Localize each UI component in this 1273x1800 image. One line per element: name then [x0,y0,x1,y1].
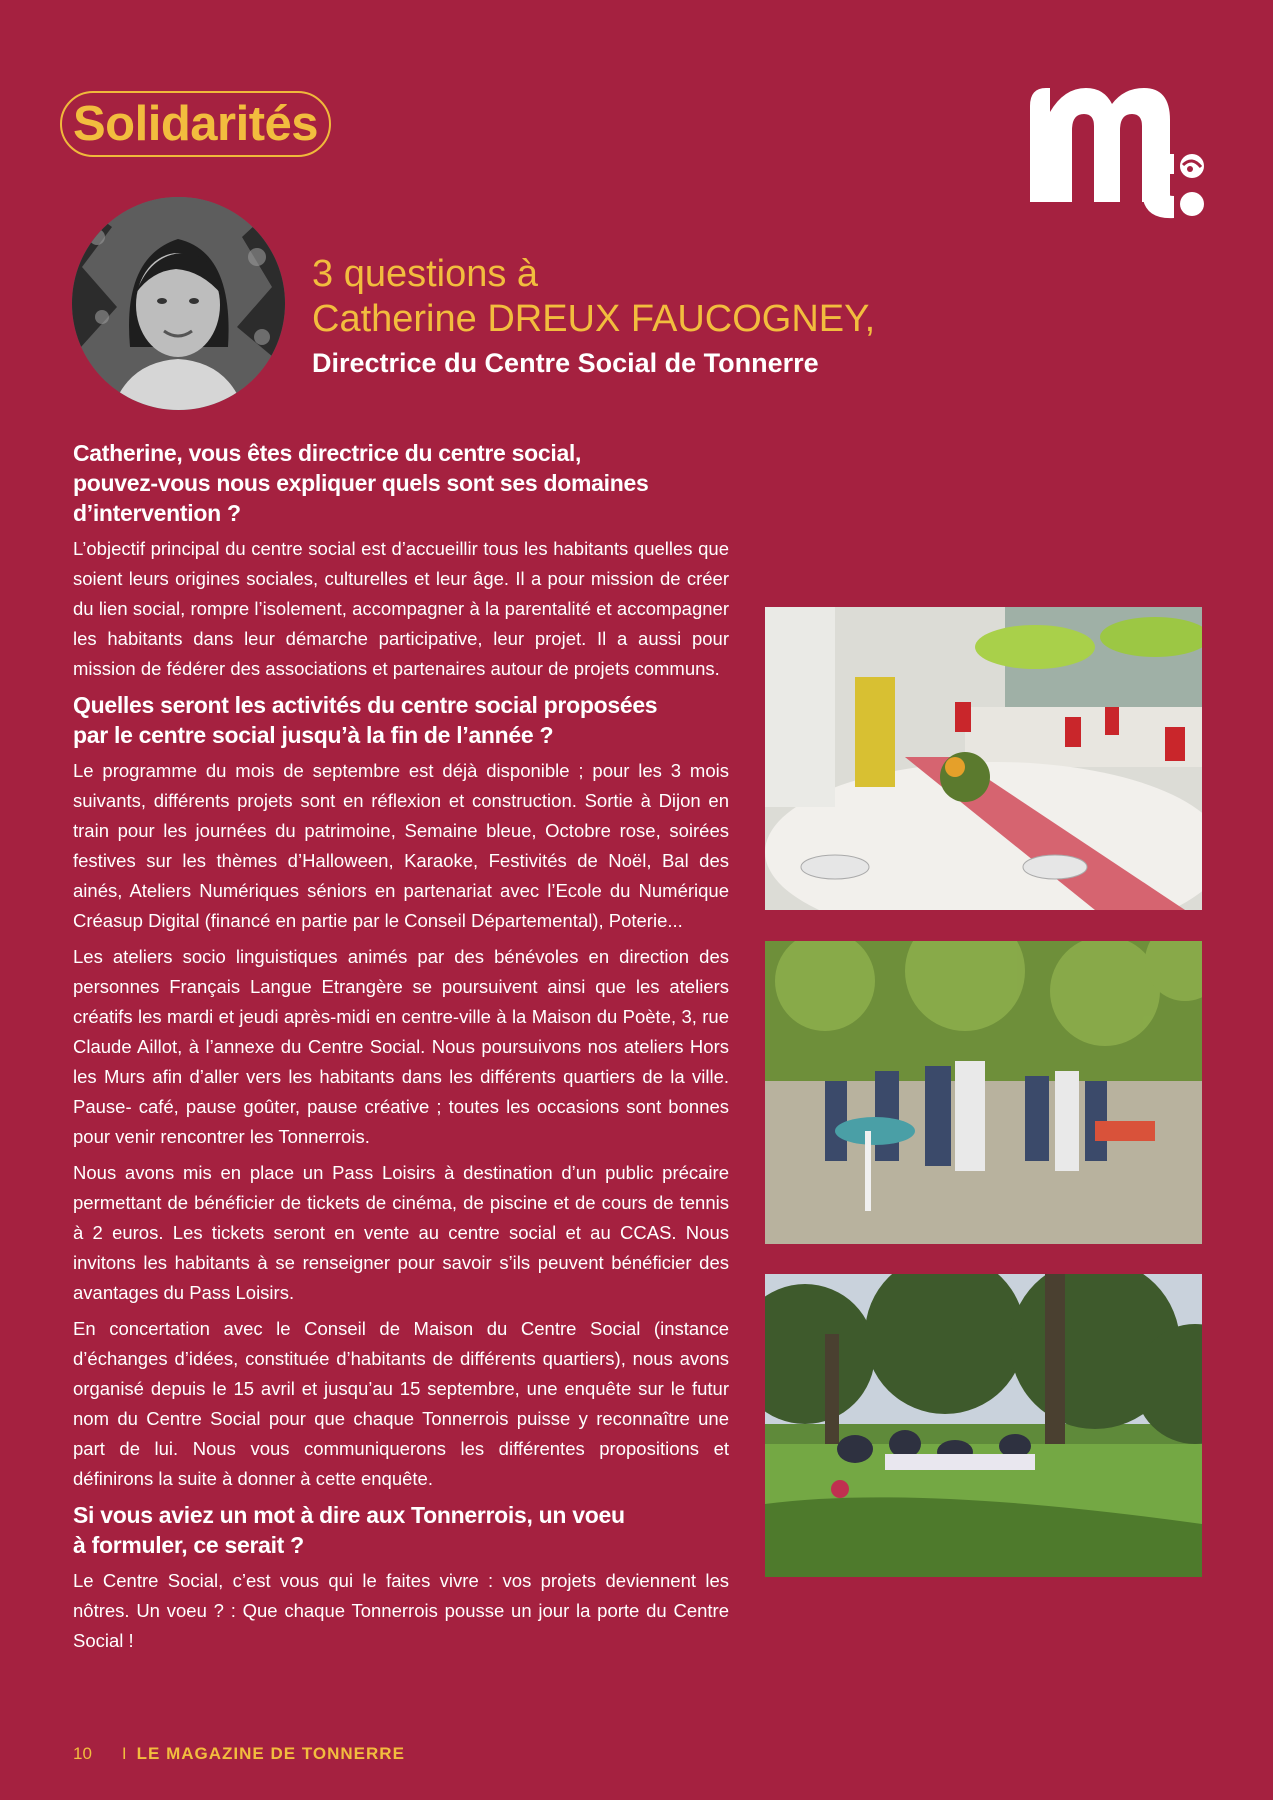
title-line-2: Catherine DREUX FAUCOGNEY, [312,298,876,340]
answer-2-paragraph-3: Nous avons mis en place un Pass Loisirs à destination d’un public précaire permettant de bénéficier de tickets de cinéma, de piscine et de cours de tennis à 2 euros. Les tickets seront en vente au centre social et au CCAS. Nous invitons les habitants à se renseigner pour savoir s’ils peuvent bénéficier des avantages du Pass Loisirs. [73,1162,729,1303]
question-1: Catherine, vous êtes directrice du centre social, pouvez-vous nous expliquer quels sont ses domaines d’intervention ? [73,440,649,526]
page-footer [73,1744,405,1764]
section-rubric: Solidarités [60,91,331,157]
answer-3: Le Centre Social, c’est vous qui le faites vivre : vos projets deviennent les nôtres. Un voeu ? : Que chaque Tonnerrois pousse un jour la porte du Centre Social ! [73,1570,729,1651]
portrait-photo [72,197,285,410]
mt-logo-icon [1024,70,1204,220]
question-2: Quelles seront les activités du centre social proposées par le centre social jusqu’à la fin de l’année ? [73,692,658,748]
answer-2-paragraph-2: Les ateliers socio linguistiques animés par des bénévoles en direction des personnes Français Langue Etrangère se poursuivent ainsi que les ateliers créatifs les mardi et jeudi après-midi en centre-ville à la Maison du Poète, 3, rue Claude Aillot, à l’annexe du Centre Social. Nous poursuivons nos ateliers Hors les Murs afin d’aller vers les habitants dans les différents quartiers de la ville. Pause- café, pause goûter, pause créative ; toutes les occasions sont bonnes pour venir rencontrer les Tonnerrois. [73,946,729,1147]
footer-separator: I [121,1744,127,1763]
question-3: Si vous aviez un mot à dire aux Tonnerrois, un voeu à formuler, ce serait ? [73,1502,625,1558]
photo-garden-gathering [765,941,1202,1244]
answer-2-paragraph-4: En concertation avec le Conseil de Maison du Centre Social (instance d’échanges d’idées, constituée d’habitants de différents quartiers), nous avons organisé depuis le 15 avril et jusqu’au 15 septembre, une enquête sur le futur nom du Centre Social pour que chaque Tonnerrois puisse y reconnaître une part de lui. Nous vous communiquerons les différentes propositions et définirons la suite à donner à cette enquête. [73,1318,729,1489]
photo-banquet-tables [765,607,1202,910]
answer-1: L’objectif principal du centre social est d’accueillir tous les habitants quelles que soient leurs origines sociales, culturelles et leur âge. Il a pour mission de créer du lien social, rompre l’isolement, accompagner à la parentalité et accompagner les habitants dans leur démarche participative, leur projet. Il a aussi pour mission de fédérer des associations et partenaires autour de projets communs. [73,538,729,679]
article-body [73,438,729,1662]
page-number: 10 [73,1744,92,1763]
article-title-block [312,252,1072,381]
magazine-name: LE MAGAZINE DE TONNERRE [136,1744,405,1763]
photo-park-picnic [765,1274,1202,1577]
title-subtitle: Directrice du Centre Social de Tonnerre [312,348,819,378]
title-line-1: 3 questions à [312,253,539,295]
answer-2-paragraph-1: Le programme du mois de septembre est déjà disponible ; pour les 3 mois suivants, différents projets sont en réflexion et construction. Sortie à Dijon en train pour les journées du patrimoine, Semaine bleue, Octobre rose, soirées festives sur les thèmes d’Halloween, Karaoke, Festivités de Noël, Bal des ainés, Ateliers Numériques séniors en partenariat avec l’Ecole du Numérique Créasup Digital (financé en partie par le Conseil Départemental), Poterie... [73,760,729,931]
